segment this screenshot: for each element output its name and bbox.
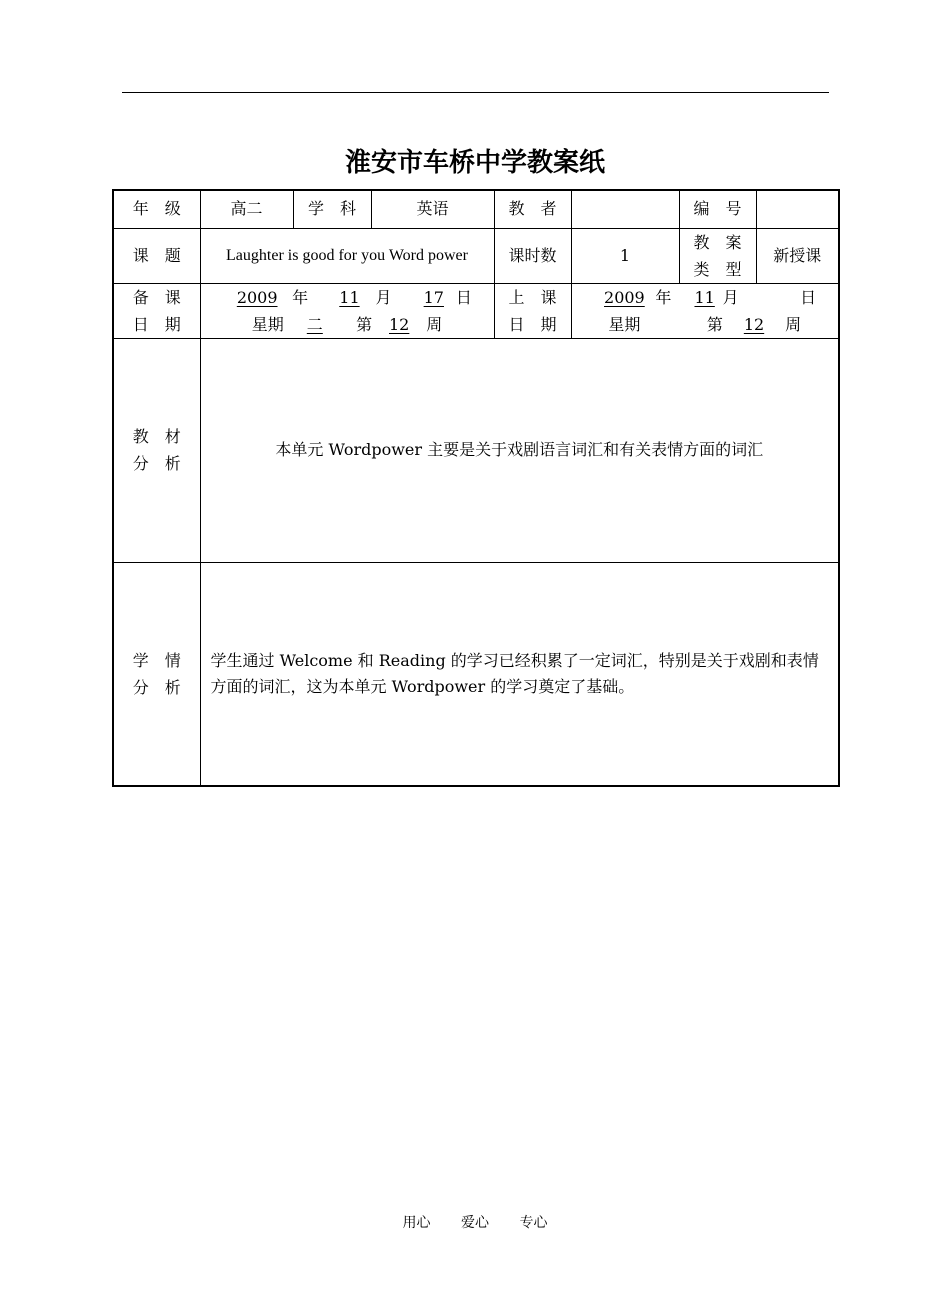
prep-weekday-label: 星期 [251, 314, 284, 334]
class-week-label: 第 [706, 314, 723, 334]
header-rule [122, 92, 829, 93]
plan-type-label-line1: 教 案 [693, 232, 742, 252]
prep-date-label [113, 283, 200, 338]
class-year: 2009 [604, 287, 645, 307]
prep-day: 17 [423, 287, 444, 307]
lesson-plan-table [112, 189, 840, 787]
topic-label: 课 题 [113, 228, 200, 283]
row-basic-info [113, 190, 839, 228]
prep-year: 2009 [236, 287, 278, 307]
class-week-line [572, 311, 839, 338]
class-date-label-line1: 上 课 [508, 287, 557, 307]
document-title: 淮安市车桥中学教案纸 [344, 148, 605, 178]
number-label: 编 号 [679, 190, 756, 228]
subject-value: 英语 [371, 190, 494, 228]
prep-date-label-line1: 备 课 [132, 287, 181, 307]
prep-week-unit: 周 [426, 314, 443, 334]
row-material-analysis [113, 338, 839, 562]
prep-month: 11 [339, 287, 360, 307]
class-month: 11 [694, 287, 715, 307]
footer-word-3: 专心 [519, 1215, 548, 1231]
student-analysis-label [113, 562, 200, 786]
material-label-line1: 教 材 [132, 427, 181, 446]
teacher-label: 教 者 [494, 190, 571, 228]
row-student-analysis [113, 562, 839, 786]
plan-type-value: 新授课 [756, 228, 839, 283]
prep-week-line [201, 311, 494, 338]
number-value [756, 190, 839, 228]
class-date-label [494, 283, 571, 338]
class-date-line [572, 284, 839, 311]
student-label-line1: 学 情 [132, 650, 181, 670]
class-week: 12 [743, 314, 765, 334]
prep-day-unit: 日 [455, 287, 472, 307]
footer-word-1: 用心 [402, 1215, 431, 1231]
row-topic [113, 228, 839, 283]
prep-year-unit: 年 [292, 287, 309, 307]
footer-word-2: 爱心 [461, 1215, 489, 1231]
prep-month-unit: 月 [375, 287, 392, 307]
prep-date-value [200, 283, 494, 338]
subject-label: 学 科 [293, 190, 371, 228]
student-analysis-text: 学生通过 Welcome 和 Reading 的学习已经积累了一定词汇，特别是关于戏剧和表情方面的词汇，这为本单元 Wordpower 的学习奠定了基础。 [200, 562, 839, 786]
hours-label: 课时数 [494, 228, 571, 283]
plan-type-label [679, 228, 756, 283]
grade-label: 年 级 [113, 190, 200, 228]
hours-value: 1 [571, 228, 679, 283]
prep-weekday: 二 [306, 314, 323, 334]
grade-value: 高二 [200, 190, 293, 228]
plan-type-label-line2: 类 型 [693, 259, 742, 279]
prep-date-line [201, 284, 494, 311]
class-date-value [571, 283, 839, 338]
material-analysis-label [113, 338, 200, 562]
row-dates [113, 283, 839, 338]
topic-value: Laughter is good for you Word power [200, 228, 494, 283]
class-weekday-label: 星期 [608, 314, 641, 334]
material-analysis-text: 本单元 Wordpower 主要是关于戏剧语言词汇和有关表情方面的词汇 [200, 338, 839, 562]
class-month-unit: 月 [722, 287, 739, 307]
class-week-unit: 周 [785, 314, 802, 334]
prep-date-label-line2: 日 期 [132, 314, 181, 334]
class-day-unit: 日 [800, 287, 817, 307]
teacher-value [571, 190, 679, 228]
page-footer [0, 1212, 950, 1232]
student-label-line2: 分 析 [132, 677, 181, 697]
class-date-label-line2: 日 期 [508, 314, 557, 334]
class-year-unit: 年 [655, 287, 672, 307]
prep-week-label: 第 [356, 314, 373, 334]
prep-week: 12 [389, 314, 410, 334]
material-label-line2: 分 析 [132, 454, 181, 473]
